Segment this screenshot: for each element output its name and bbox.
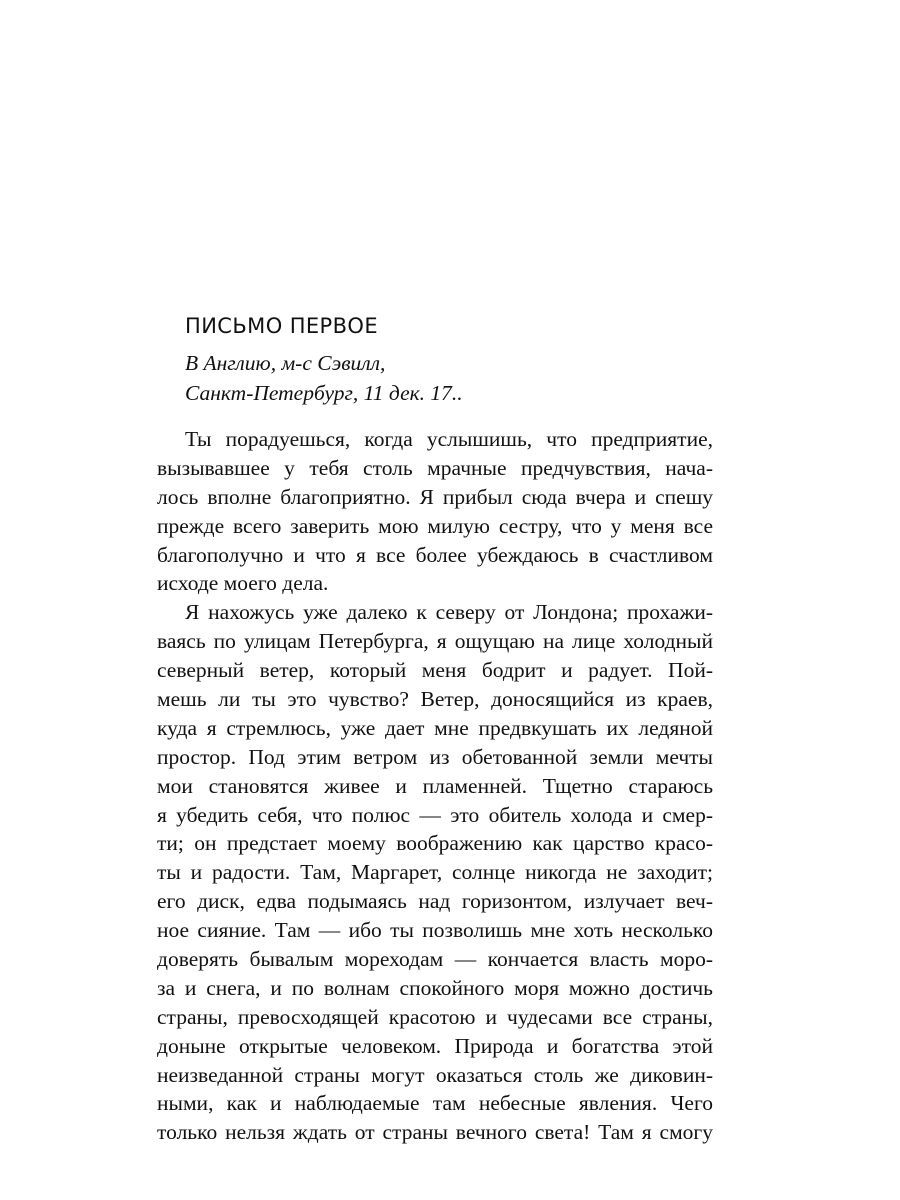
text-line: мешь ли ты это чувство? Ветер, доносящийся из краев, xyxy=(157,687,713,712)
text-line: доныне открытые человеком. Природа и богатства этой xyxy=(157,1033,713,1058)
text-line: только нельзя ждать от страны вечного света! Там я смогу xyxy=(157,1120,713,1145)
dateline xyxy=(185,348,713,408)
text-line: мои становятся живее и пламенней. Тщетно стараюсь xyxy=(157,773,713,798)
text-line: вызывавшее у тебя столь мрачные предчувствия, нача- xyxy=(157,455,713,480)
text-line: ти; он предстает моему воображению как царство красо- xyxy=(157,831,713,856)
text-line: прежде всего заверить мою милую сестру, что у меня все xyxy=(157,513,713,538)
text-line: лось вполне благоприятно. Я прибыл сюда вчера и спешу xyxy=(157,484,713,509)
text-line: ваясь по улицам Петербурга, я ощущаю на лице холодный xyxy=(157,629,713,654)
dateline-place-date: Санкт-Петербург, 11 дек. 17.. xyxy=(185,381,463,405)
text-line: я убедить себя, что полюс — это обитель холода и смер- xyxy=(157,802,713,827)
text-line: Ты порадуешься, когда услышишь, что предприятие, xyxy=(185,427,713,451)
text-line: куда я стремлюсь, уже дает мне предвкушать их ледяной xyxy=(157,715,713,740)
text-line: ты и радости. Там, Маргарет, солнце никогда не заходит; xyxy=(157,860,713,885)
text-line: ное сияние. Там — ибо ты позволишь мне хоть несколько xyxy=(157,918,713,943)
text-line: ными, как и наблюдаемые там небесные явления. Чего xyxy=(157,1091,713,1116)
text-line: исходе моего дела. xyxy=(157,571,329,596)
text-line: северный ветер, который меня бодрит и радует. Пой- xyxy=(157,658,713,683)
dateline-addressee: В Англию, м-с Сэвилл, xyxy=(185,351,386,375)
text-line: Я нахожусь уже далеко к северу от Лондона; прохажи- xyxy=(185,600,713,625)
chapter-heading: ПИСЬМО ПЕРВОЕ xyxy=(185,314,379,338)
text-line: простор. Под этим ветром из обетованной земли мечты xyxy=(157,744,713,769)
text-line: его диск, едва подымаясь над горизонтом, излучает веч- xyxy=(157,889,713,914)
text-line: за и снега, и по волнам спокойного моря можно достичь xyxy=(157,975,713,1000)
letter-body xyxy=(157,425,713,1147)
text-line: страны, превосходящей красотою и чудесами все страны, xyxy=(157,1004,713,1029)
text-line: благополучно и что я все более убеждаюсь в счастливом xyxy=(157,542,713,567)
text-line: доверять бывалым мореходам — кончается власть моро- xyxy=(157,947,713,972)
text-line: неизведанной страны могут оказаться столь же диковин- xyxy=(157,1062,713,1087)
